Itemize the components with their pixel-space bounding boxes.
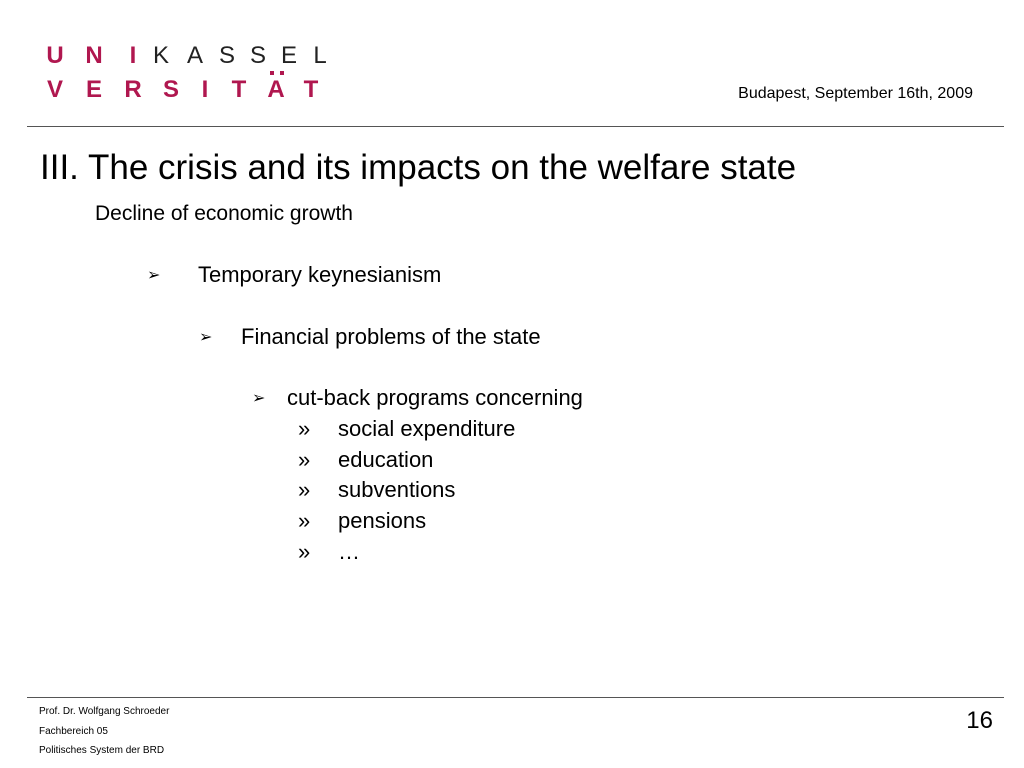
logo-letter: L [313, 42, 327, 69]
logo-letter: A [267, 76, 285, 103]
header-date: Budapest, September 16th, 2009 [738, 85, 973, 102]
sub-bullet-text: social expenditure [338, 416, 516, 441]
bullet-text: Financial problems of the state [241, 324, 541, 349]
guillemet-bullet-icon: » [298, 416, 311, 441]
logo-letter: E [280, 42, 297, 69]
university-logo [45, 42, 335, 106]
bullet-text: Temporary keynesianism [198, 262, 442, 287]
logo-letter: N [85, 42, 103, 69]
logo-letter-a-umlaut [266, 76, 286, 104]
arrow-bullet-icon: ➢ [199, 327, 213, 346]
arrow-bullet-icon: ➢ [252, 388, 266, 407]
guillemet-bullet-icon: » [298, 477, 311, 502]
slide-subtitle: Decline of economic growth [95, 202, 353, 225]
sub-bullet-text: pensions [338, 508, 427, 533]
logo-letter: T [303, 76, 319, 103]
logo-letter: I [201, 76, 209, 103]
logo-letter: I [129, 42, 137, 69]
sub-bullet-text: education [338, 447, 434, 472]
sub-bullet-text: … [338, 539, 360, 564]
guillemet-bullet-icon: » [298, 508, 311, 533]
footer-department: Fachbereich 05 [39, 726, 108, 737]
logo-letter: R [124, 76, 142, 103]
logo-letter: V [46, 76, 63, 103]
footer-author: Prof. Dr. Wolfgang Schroeder [39, 706, 170, 717]
header-divider [27, 126, 1004, 127]
page-number: 16 [966, 707, 993, 734]
logo-letter: K [152, 42, 169, 69]
footer-course: Politisches System der BRD [39, 745, 165, 756]
footer-divider [27, 697, 1004, 698]
bullet-text: cut-back programs concerning [287, 385, 583, 410]
umlaut-dots-icon [270, 71, 284, 75]
logo-letter: S [162, 76, 179, 103]
logo-letter: A [186, 42, 203, 69]
slide-title: III. The crisis and its impacts on the welfare state [40, 148, 797, 187]
logo-letter: U [46, 42, 64, 69]
logo-letter: S [218, 42, 235, 69]
logo-letter: S [249, 42, 266, 69]
guillemet-bullet-icon: » [298, 539, 311, 564]
arrow-bullet-icon: ➢ [147, 265, 161, 284]
logo-letter: E [85, 76, 102, 103]
sub-bullet-text: subventions [338, 477, 456, 502]
guillemet-bullet-icon: » [298, 447, 311, 472]
logo-letter: T [231, 76, 247, 103]
